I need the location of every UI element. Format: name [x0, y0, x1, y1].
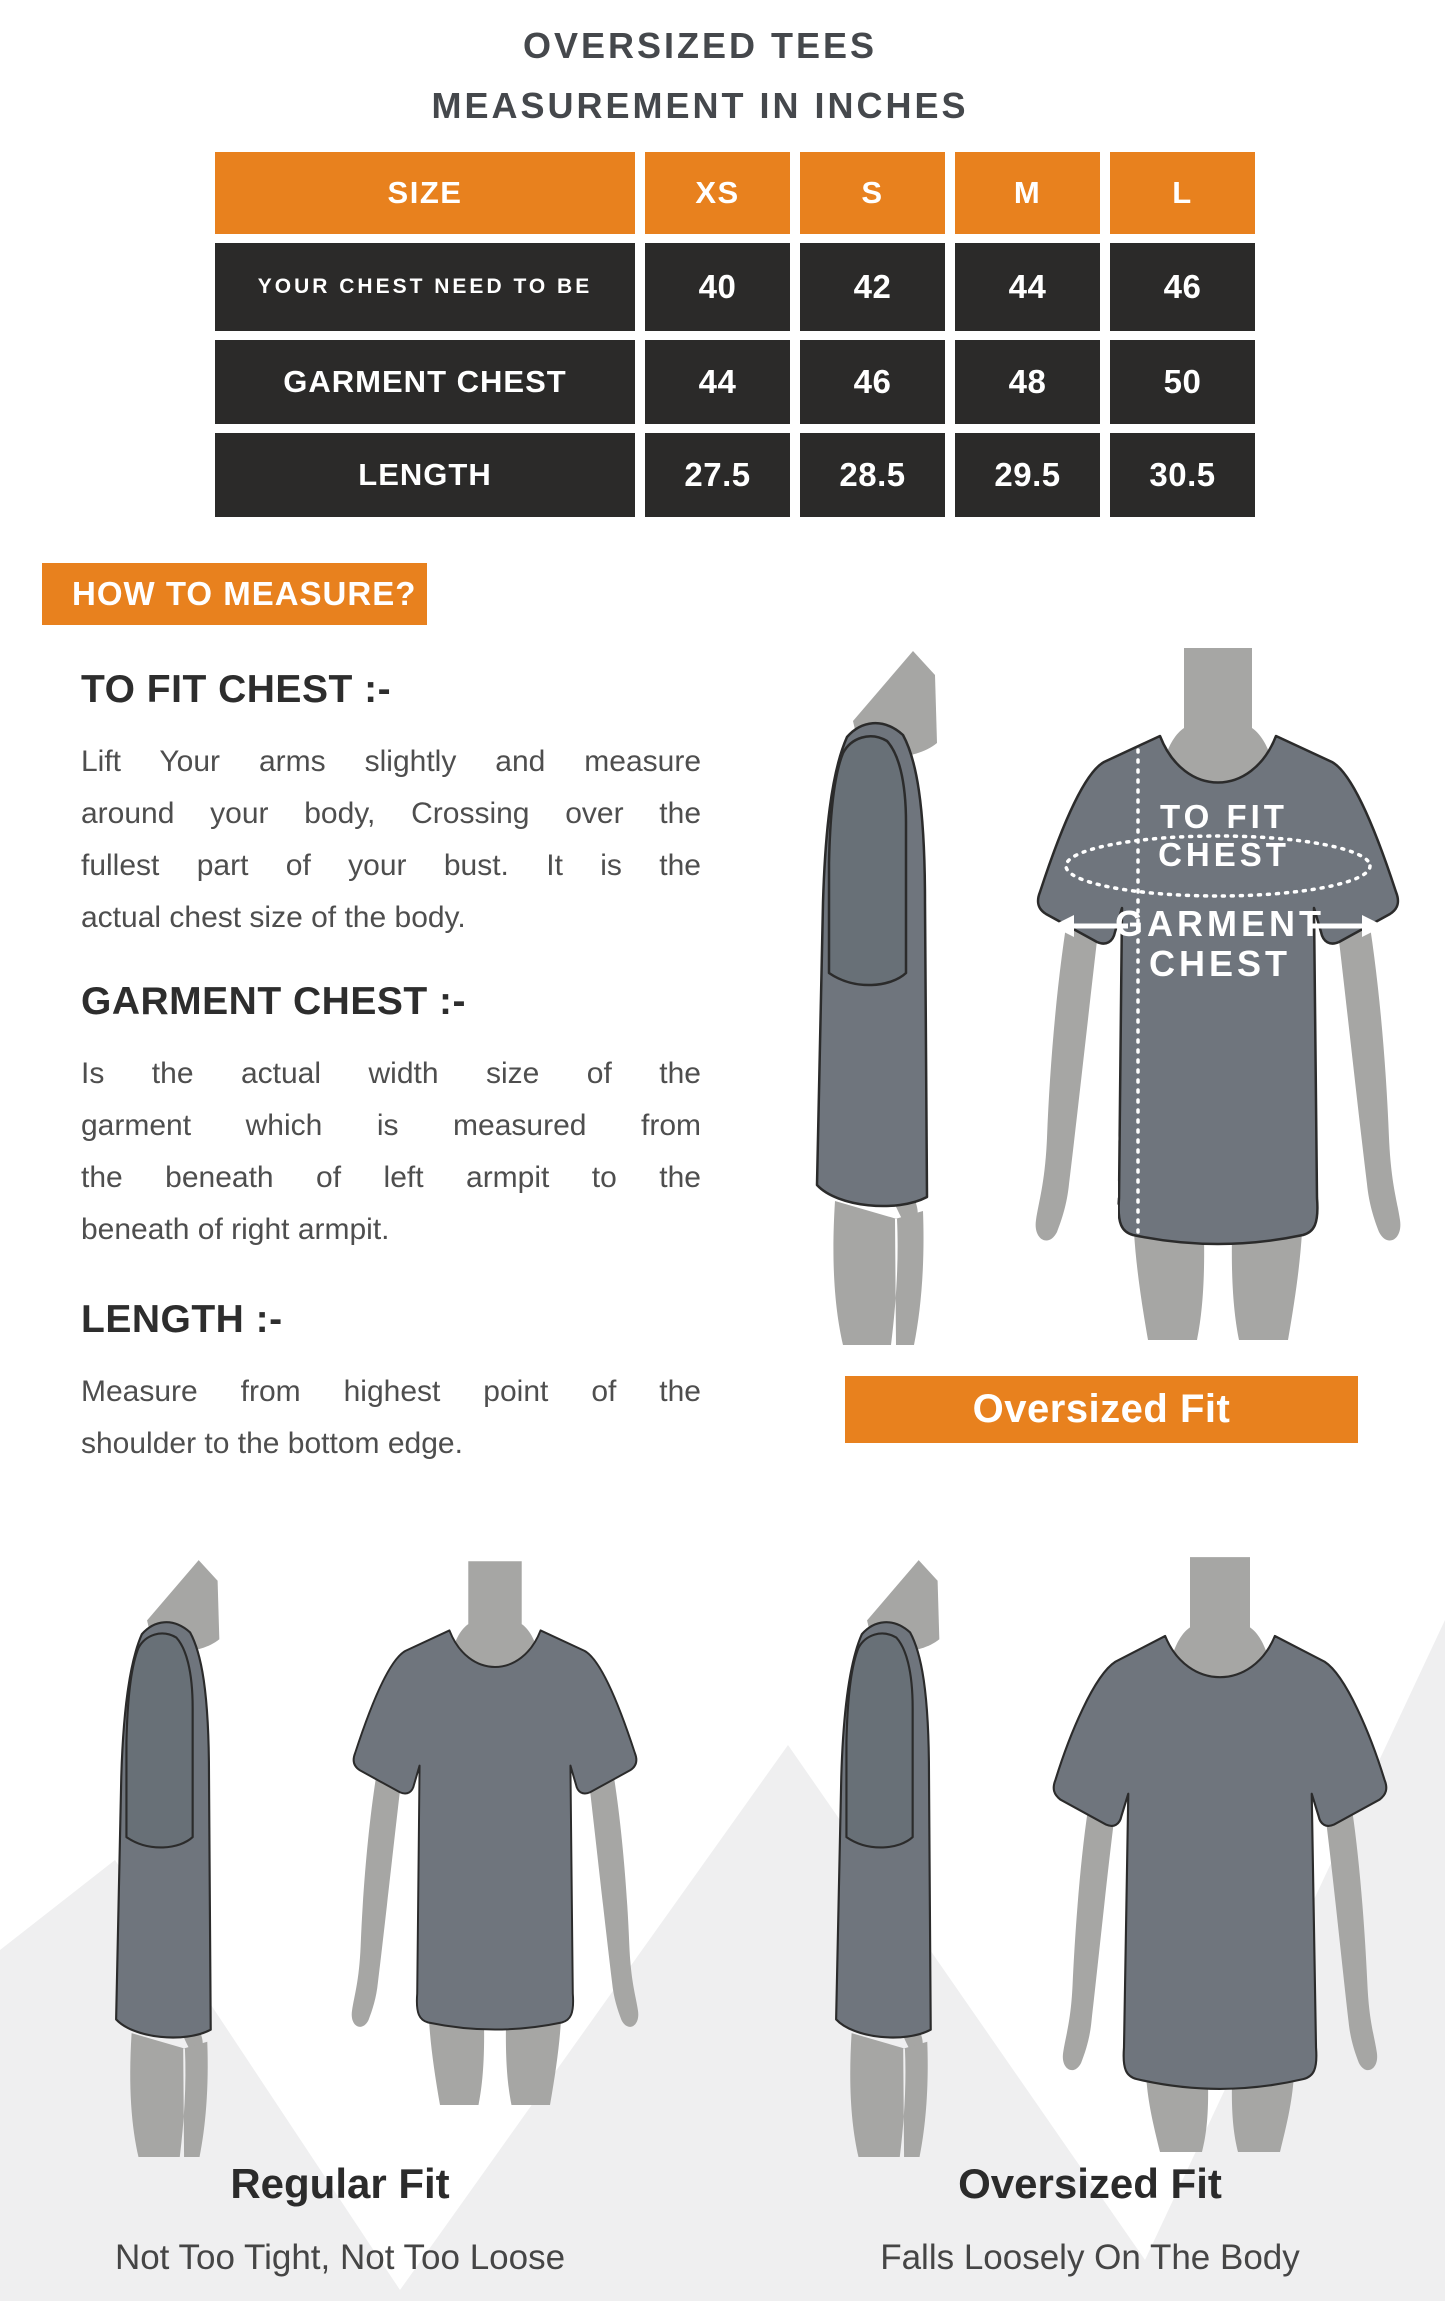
cell-length-xs: 27.5: [645, 433, 790, 517]
oversized-fit-banner: [845, 1376, 1358, 1443]
oversized-fit-banner-label: Oversized Fit: [972, 1387, 1231, 1431]
row-label-your-chest: YOUR CHEST NEED TO BE: [215, 243, 635, 331]
section-heading-garment-chest: GARMENT CHEST :-: [81, 980, 466, 1023]
section-body-garment-chest: [81, 1048, 701, 1256]
length-label: LENGTH: [1092, 1074, 1125, 1222]
garment-chest-label-line2: CHEST: [1148, 943, 1292, 984]
regular-fit-side-illustration: [80, 1555, 252, 2157]
regular-fit-caption-title: Regular Fit: [230, 2160, 450, 2207]
body-line: shoulder to the bottom edge.: [81, 1427, 463, 1460]
to-fit-chest-label-line1: TO FIT: [1160, 798, 1288, 835]
body-line: Is the actual width size of the: [81, 1057, 701, 1090]
table-header-s: S: [800, 152, 945, 234]
cell-garment-chest-s: 46: [800, 340, 945, 424]
row-label-length: LENGTH: [215, 433, 635, 517]
oversized-fit-side-illustration: [800, 1555, 972, 2157]
cell-your-chest-s: 42: [800, 243, 945, 331]
cell-garment-chest-m: 48: [955, 340, 1100, 424]
body-line: garment which is measured from: [81, 1109, 701, 1142]
cell-length-l: 30.5: [1110, 433, 1255, 517]
table-header-size: SIZE: [215, 152, 635, 234]
title-line-2: MEASUREMENT IN INCHES: [431, 85, 969, 126]
table-header-l: L: [1110, 152, 1255, 234]
table-header-m: M: [955, 152, 1100, 234]
cell-length-s: 28.5: [800, 433, 945, 517]
oversized-fit-caption-title: Oversized Fit: [958, 2160, 1222, 2207]
regular-fit-caption-subtitle: Not Too Tight, Not Too Loose: [114, 2238, 566, 2277]
garment-chest-label-line1: GARMENT: [1115, 903, 1325, 944]
body-line: fullest part of your bust. It is the: [81, 849, 701, 882]
body-line: beneath of right armpit.: [81, 1213, 390, 1246]
row-label-garment-chest: GARMENT CHEST: [215, 340, 635, 424]
tee-side-illustration-top: [775, 645, 975, 1345]
body-line: Measure from highest point of the: [81, 1375, 701, 1408]
body-line: actual chest size of the body.: [81, 901, 466, 934]
body-line: the beneath of left armpit to the: [81, 1161, 701, 1194]
oversized-fit-front-illustration: [1040, 1552, 1400, 2152]
size-table: [215, 152, 1255, 517]
title-line-1: OVERSIZED TEES: [522, 25, 878, 66]
cell-your-chest-xs: 40: [645, 243, 790, 331]
section-heading-to-fit-chest: TO FIT CHEST :-: [81, 668, 392, 711]
regular-fit-front-illustration: [330, 1555, 660, 2105]
cell-your-chest-m: 44: [955, 243, 1100, 331]
oversized-fit-caption-subtitle: Falls Loosely On The Body: [880, 2238, 1300, 2277]
cell-garment-chest-xs: 44: [645, 340, 790, 424]
section-body-to-fit-chest: [81, 736, 701, 944]
body-line: around your body, Crossing over the: [81, 797, 701, 830]
cell-garment-chest-l: 50: [1110, 340, 1255, 424]
how-to-measure-banner: [42, 563, 427, 625]
how-to-measure-label: HOW TO MEASURE?: [72, 575, 417, 612]
to-fit-chest-label-line2: CHEST: [1158, 836, 1290, 873]
body-line: Lift Your arms slightly and measure: [81, 745, 701, 778]
tee-front-illustration-annotated: [1008, 640, 1428, 1340]
cell-your-chest-l: 46: [1110, 243, 1255, 331]
cell-length-m: 29.5: [955, 433, 1100, 517]
section-body-length: [81, 1366, 701, 1470]
table-header-xs: XS: [645, 152, 790, 234]
section-heading-length: LENGTH :-: [81, 1298, 283, 1341]
page-title: [0, 16, 1400, 136]
